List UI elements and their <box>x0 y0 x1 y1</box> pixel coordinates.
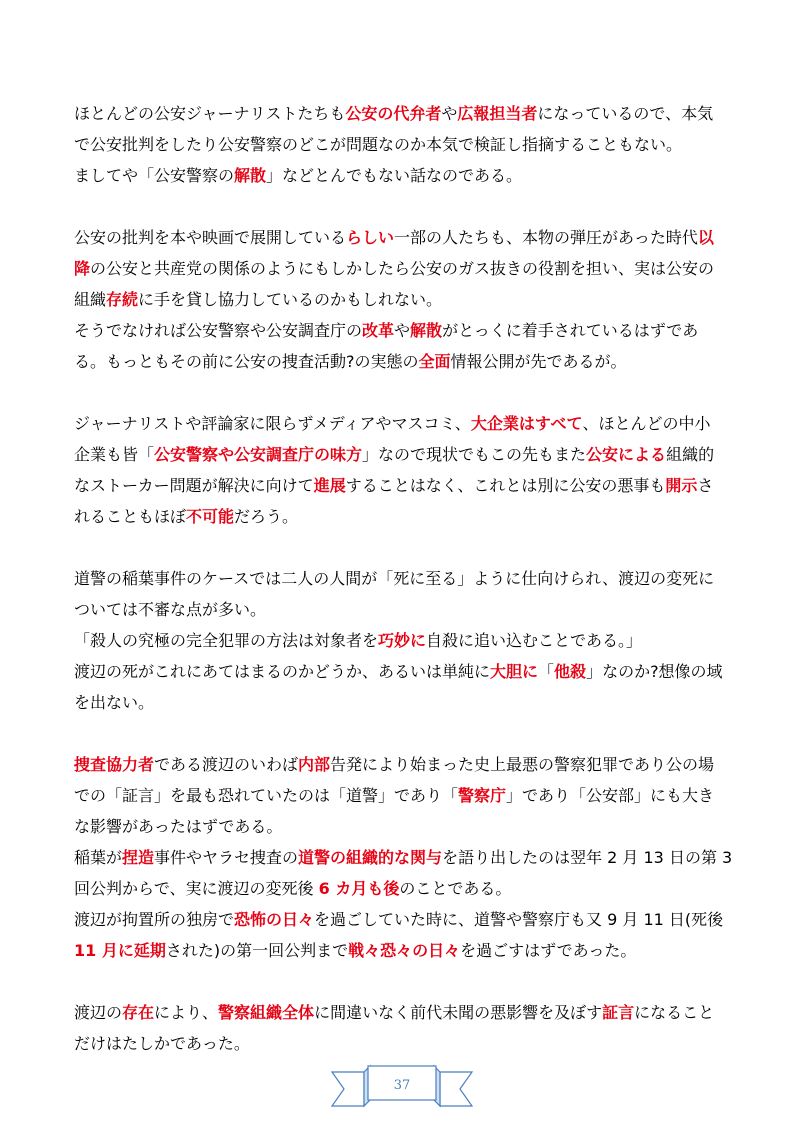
highlighted-text: 捜査協力者 <box>74 755 155 774</box>
text-segment: 」などとんでもない話なのである。 <box>266 166 523 185</box>
text-segment: 自殺に追い込むことである。」 <box>426 631 643 650</box>
text-line <box>74 842 733 873</box>
text-segment: 渡辺の死がこれにあてはまるのかどうか、あるいは単純に <box>74 662 491 681</box>
text-line <box>74 935 728 966</box>
text-segment: だけはたしかであった。 <box>74 1034 250 1053</box>
text-segment: になっているので、本気 <box>537 104 714 123</box>
highlighted-text: 不可能 <box>186 507 235 526</box>
page-footer-ribbon <box>330 1062 474 1110</box>
highlighted-text: 戦々恐々の日々 <box>348 941 461 960</box>
text-segment: 企業も皆「 <box>74 445 155 464</box>
text-segment: 渡辺が拘置所の独房で <box>74 910 235 929</box>
text-segment: な影響があったはずである。 <box>74 817 283 836</box>
text-segment: 告発により始まった史上最悪の警察犯罪であり公の場 <box>330 755 715 774</box>
highlighted-text: 11 月に延期 <box>74 941 166 960</box>
text-line <box>74 594 728 625</box>
text-segment: を過ごしていた時に、道警や警察庁も又 9 月 11 日(死後 <box>314 910 724 929</box>
paragraph-gap <box>74 718 728 749</box>
highlighted-text: 大胆に <box>490 662 539 681</box>
text-line <box>74 222 728 253</box>
text-line <box>74 656 728 687</box>
text-segment: 道警の稲葉事件のケースでは二人の人間が「死に至る」ように仕向けられ、渡辺の変死に <box>74 569 715 588</box>
highlighted-text: 解散 <box>410 321 443 340</box>
paragraph <box>74 749 733 966</box>
text-line <box>74 160 728 191</box>
text-segment: 渡辺の <box>74 1003 123 1022</box>
text-line <box>74 470 728 501</box>
text-segment: された)の第一回公判まで <box>165 941 349 960</box>
highlighted-text: 道警の組織的な関与 <box>298 848 443 867</box>
text-line <box>74 625 728 656</box>
text-segment: る。もっともその前に公安の捜査活動?の実態の <box>74 352 419 371</box>
highlighted-text: 公安の代弁者 <box>345 104 442 123</box>
highlighted-text: 存続 <box>106 290 139 309</box>
highlighted-text: 開示 <box>665 476 698 495</box>
text-line <box>74 780 728 811</box>
highlighted-text: 広報担当者 <box>457 104 538 123</box>
highlighted-text: 他殺 <box>554 662 587 681</box>
paragraph <box>74 408 728 532</box>
text-segment: 」であり「公安部」にも大き <box>506 786 715 805</box>
text-segment: により、 <box>154 1003 219 1022</box>
text-segment: 回公判からで、実に渡辺の変死後 <box>74 879 319 898</box>
text-segment: や <box>394 321 411 340</box>
text-segment: に間違いなく前代未聞の悪影響を及ぼす <box>314 1003 603 1022</box>
text-segment: である渡辺のいわば <box>154 755 299 774</box>
highlighted-text: 降 <box>74 259 91 278</box>
text-segment: を出ない。 <box>74 693 155 712</box>
highlighted-text: 巧妙に <box>378 631 427 650</box>
highlighted-text: 証言 <box>602 1003 635 1022</box>
text-line <box>74 129 728 160</box>
text-segment: さ <box>697 476 714 495</box>
highlighted-text: らしい <box>346 228 395 247</box>
paragraph <box>74 563 728 718</box>
text-line <box>74 284 728 315</box>
highlighted-text: 全面 <box>418 352 451 371</box>
text-segment: することはなく、これとは別に公安の悪事も <box>345 476 666 495</box>
text-line <box>74 811 728 842</box>
text-segment: 情報公開が先であるが。 <box>450 352 627 371</box>
paragraph <box>74 98 728 191</box>
text-segment: になること <box>634 1003 715 1022</box>
text-line <box>74 687 728 718</box>
text-line <box>74 346 728 377</box>
text-line <box>74 873 728 904</box>
text-segment: 、ほとんどの中小 <box>582 414 711 433</box>
paragraph-gap <box>74 191 728 222</box>
paragraph <box>74 222 728 377</box>
text-segment: のことである。 <box>399 879 512 898</box>
highlighted-text: 公安警察や公安調査庁の味方 <box>154 445 363 464</box>
text-segment: ついては不審な点が多い。 <box>74 600 267 619</box>
text-segment: 」なのか?想像の域 <box>586 662 723 681</box>
text-line <box>74 408 728 439</box>
text-segment: を語り出したのは翌年 2 月 13 日の第 3 <box>442 848 733 867</box>
text-segment: での「証言」を最も恐れていたのは「道警」であり「 <box>74 786 459 805</box>
highlighted-text: 内部 <box>298 755 331 774</box>
text-segment: を過ごすはずであった。 <box>460 941 637 960</box>
highlighted-text: 大企業はすべて <box>470 414 583 433</box>
text-line <box>74 563 728 594</box>
highlighted-text: 解散 <box>234 166 267 185</box>
highlighted-text: 警察組織全体 <box>218 1003 315 1022</box>
text-line <box>74 749 728 780</box>
text-line <box>74 997 728 1028</box>
text-segment: ほとんどの公安ジャーナリストたちも <box>74 104 346 123</box>
text-segment: れることもほぼ <box>74 507 187 526</box>
text-segment: 「殺人の究極の完全犯罪の方法は対象者を <box>74 631 379 650</box>
paragraph-gap <box>74 532 728 563</box>
highlighted-text: 公安による <box>586 445 667 464</box>
text-segment: 「 <box>538 662 555 681</box>
text-segment: や <box>441 104 458 123</box>
text-segment: 」なので現状でもこの先もまた <box>362 445 587 464</box>
text-segment: 組織的 <box>666 445 715 464</box>
text-segment: 一部の人たちも、本物の弾圧があった時代 <box>394 228 698 247</box>
text-segment: で公安批判をしたり公安警察のどこが問題なのか本気で検証し指摘することもない。 <box>74 135 683 154</box>
highlighted-text: 捏造 <box>122 848 155 867</box>
text-segment: 公安の批判を本や映画で展開している <box>74 228 347 247</box>
text-line <box>74 439 728 470</box>
highlighted-text: 6 カ月も後 <box>318 879 400 898</box>
document-body <box>74 98 733 1059</box>
text-segment: なストーカー問題が解決に向けて <box>74 476 314 495</box>
text-segment: 組織 <box>74 290 107 309</box>
highlighted-text: 恐怖の日々 <box>234 910 315 929</box>
highlighted-text: 警察庁 <box>458 786 507 805</box>
text-line <box>74 98 728 129</box>
text-segment: がとっくに着手されているはずであ <box>442 321 699 340</box>
text-segment: の公安と共産党の関係のようにもしかしたら公安のガス抜きの役割を担い、実は公安の <box>90 259 715 278</box>
text-line <box>74 253 728 284</box>
text-segment: そうでなければ公安警察や公安調査庁の <box>74 321 363 340</box>
text-segment: に手を貸し協力しているのかもしれない。 <box>138 290 443 309</box>
text-segment: 事件やヤラセ捜査の <box>154 848 299 867</box>
highlighted-text: 存在 <box>122 1003 155 1022</box>
highlighted-text: 以 <box>697 228 714 247</box>
highlighted-text: 進展 <box>313 476 346 495</box>
highlighted-text: 改革 <box>362 321 395 340</box>
text-line <box>74 1028 728 1059</box>
paragraph-gap <box>74 966 728 997</box>
text-segment: だろう。 <box>234 507 299 526</box>
page-number: 37 <box>393 1078 411 1093</box>
text-line <box>74 315 728 346</box>
text-segment: ジャーナリストや評論家に限らずメディアやマスコミ、 <box>74 414 471 433</box>
text-segment: 稲葉が <box>74 848 123 867</box>
paragraph <box>74 997 728 1059</box>
text-line <box>74 501 728 532</box>
text-line <box>74 904 728 935</box>
text-segment: ましてや「公安警察の <box>74 166 235 185</box>
paragraph-gap <box>74 377 728 408</box>
